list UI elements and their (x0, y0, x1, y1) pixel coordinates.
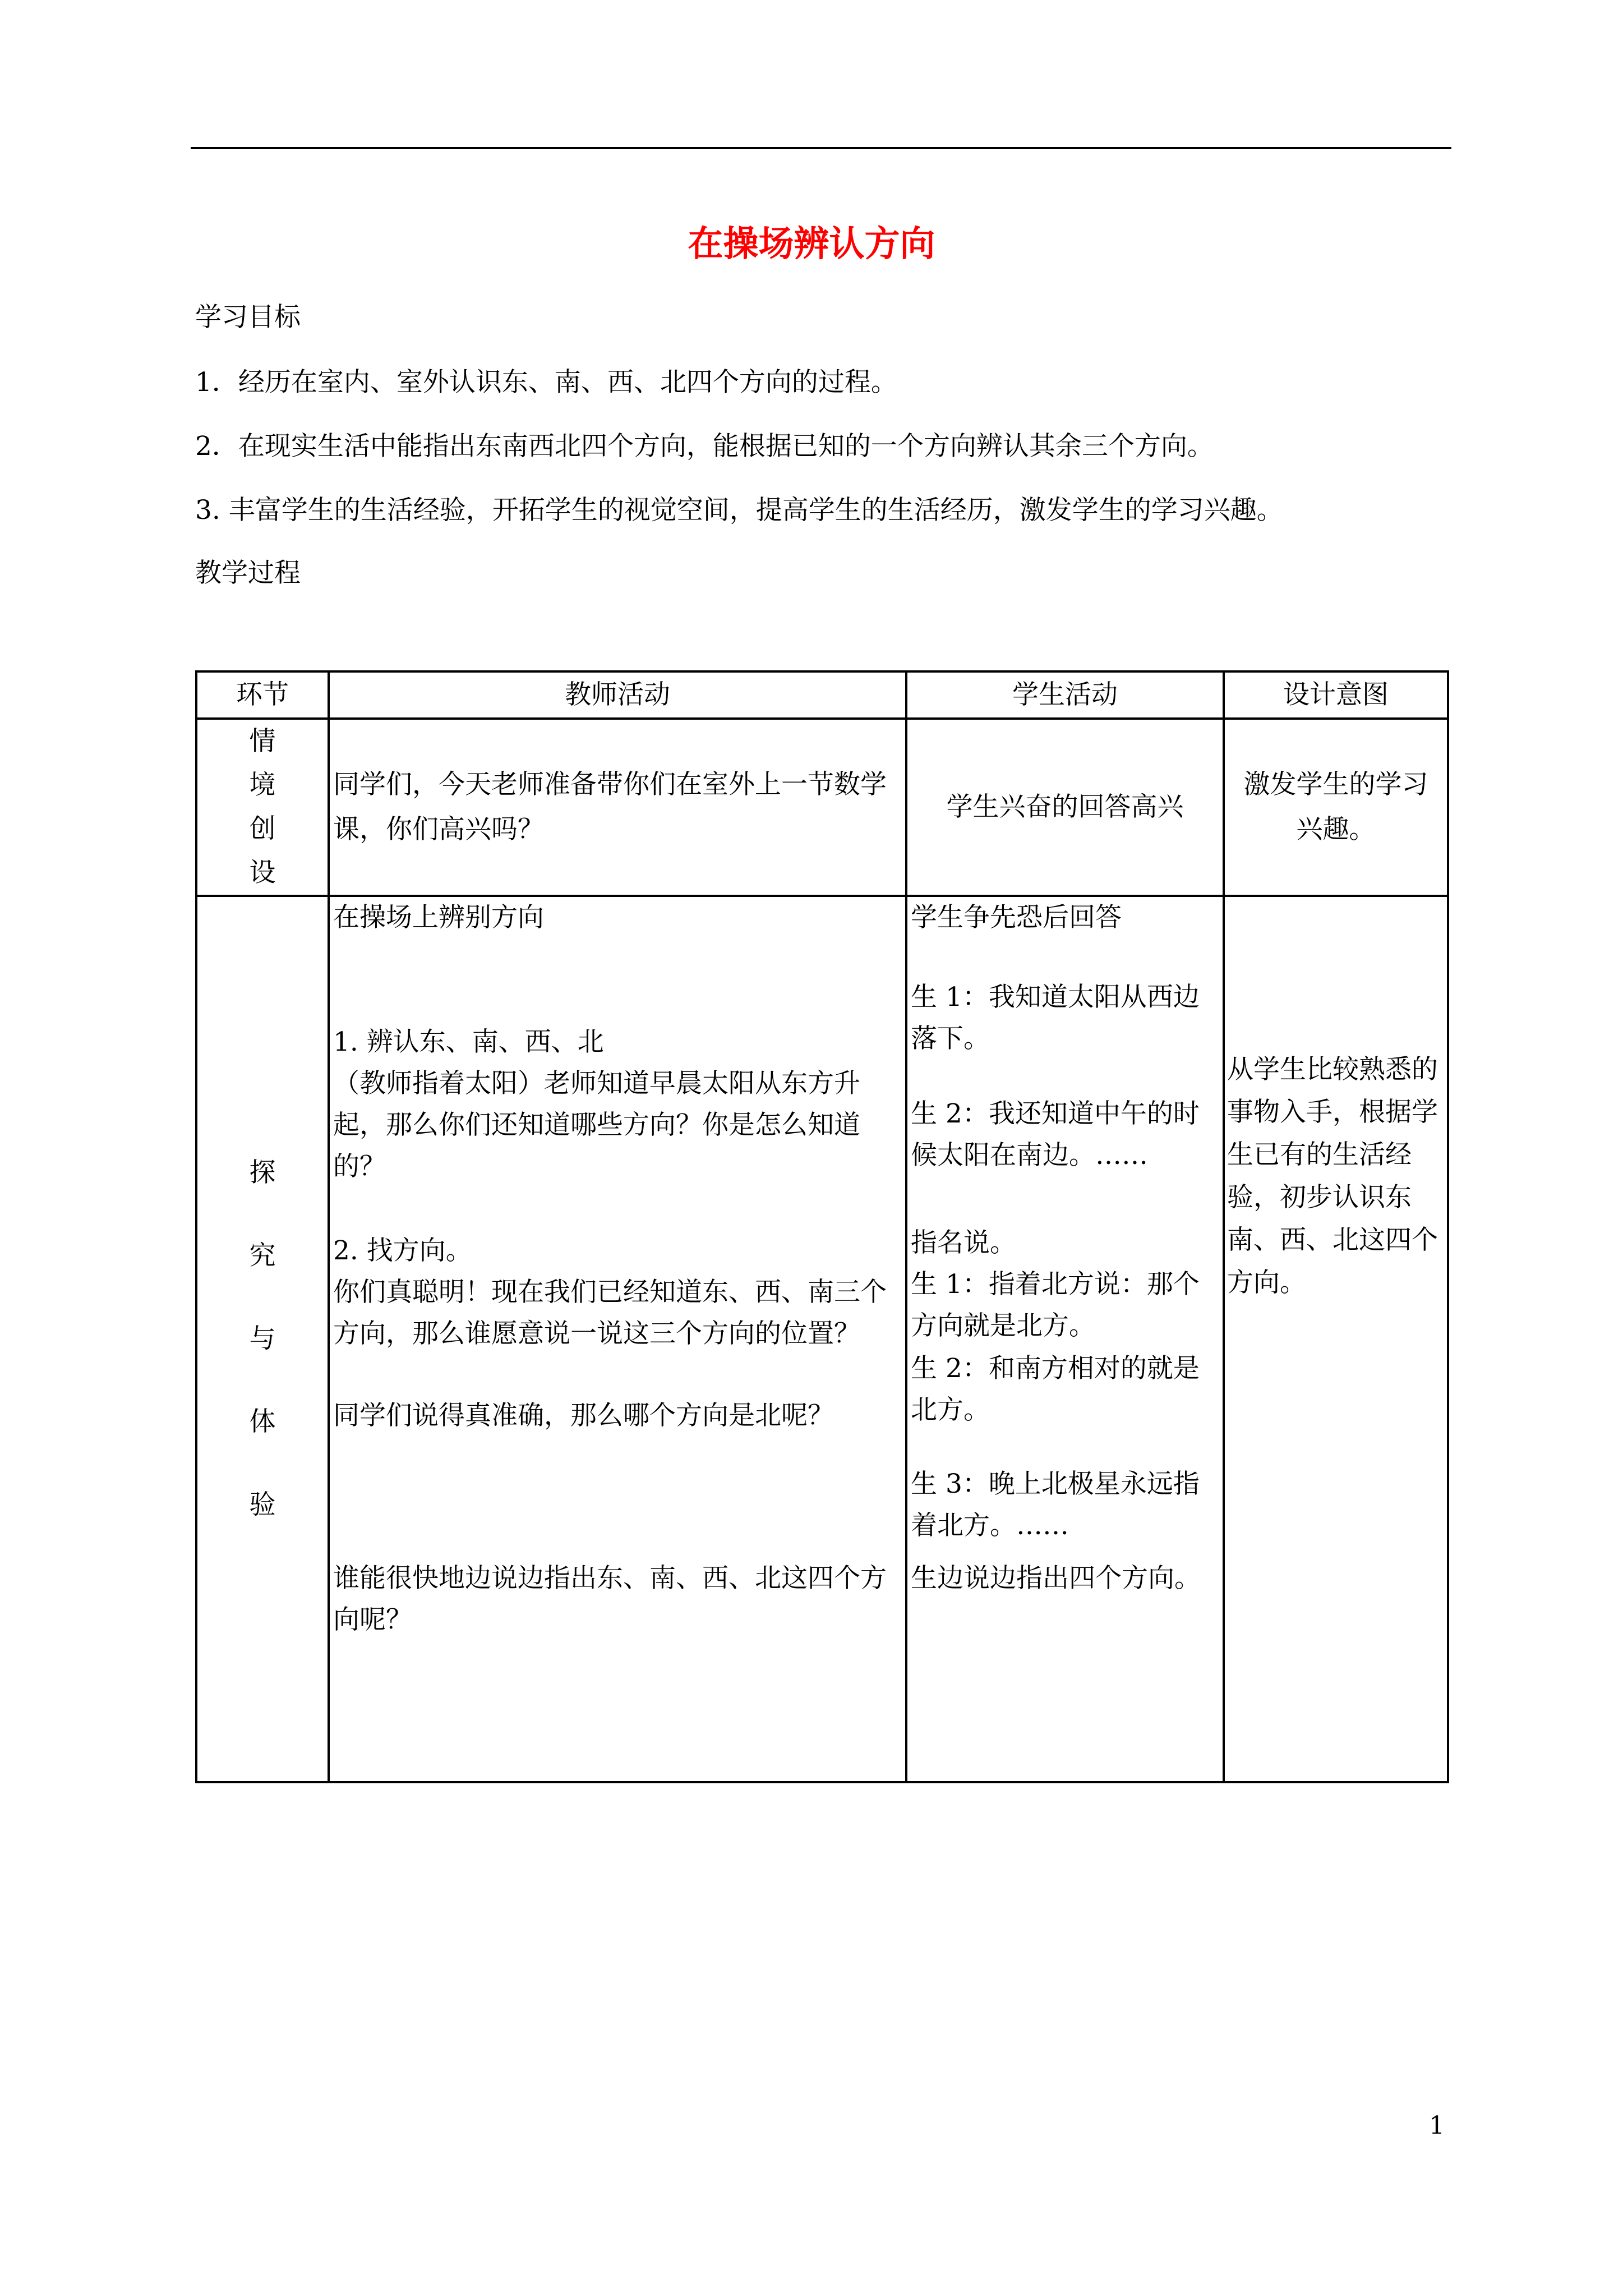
section-heading-goals: 学习目标 (195, 302, 301, 333)
page-number: 1 (1429, 2111, 1445, 2140)
header-rule (191, 147, 1451, 149)
student-activity-cell: 学生兴奋的回答高兴 (906, 719, 1224, 896)
lesson-table (195, 670, 1449, 1783)
header-design: 设计意图 (1224, 671, 1448, 719)
header-student: 学生活动 (906, 671, 1224, 719)
table-row (196, 896, 1448, 1782)
student-line: 生边说边指出四个方向。 (911, 1563, 1201, 1594)
table-row (196, 719, 1448, 896)
teacher-line: 你们真聪明！现在我们已经知道东、西、南三个方向，那么谁愿意说一说这三个方向的位置？ (333, 1277, 887, 1349)
teacher-line: 1. 辨认东、南、西、北 (333, 1027, 604, 1057)
design-intent-cell: 激发学生的学习兴趣。 (1224, 719, 1448, 896)
student-line: 指名说。 (911, 1227, 1016, 1258)
goal-item: 3. 丰富学生的生活经验，开拓学生的视觉空间，提高学生的生活经历，激发学生的学习兴趣。 (195, 495, 1283, 526)
teacher-line: 同学们说得真准确，那么哪个方向是北呢？ (333, 1400, 834, 1431)
teacher-line: 谁能很快地边说边指出东、南、西、北这四个方向呢？ (333, 1563, 887, 1635)
stage-char: 情 (249, 726, 276, 757)
stage-char: 设 (249, 857, 276, 888)
stage-cell (196, 896, 329, 1782)
teacher-line: 2. 找方向。 (333, 1235, 472, 1266)
stage-cell (196, 719, 329, 896)
section-heading-process: 教学过程 (195, 558, 301, 588)
stage-char: 与 (249, 1323, 276, 1354)
teacher-activity-cell (329, 896, 906, 1782)
student-line: 生 2：和南方相对的就是北方。 (911, 1353, 1200, 1425)
document-title: 在操场辨认方向 (688, 223, 935, 264)
design-text: 从学生比较熟悉的事物入手，根据学生已有的生活经验，初步认识东南、西、北这四个方向。 (1227, 1054, 1438, 1298)
stage-char: 验 (249, 1489, 276, 1520)
student-line: 生 2：我还知道中午的时候太阳在南边。…… (911, 1098, 1200, 1171)
stage-char: 探 (249, 1157, 276, 1188)
goal-item: 1．经历在室内、室外认识东、南、西、北四个方向的过程。 (195, 367, 897, 398)
stage-char: 体 (249, 1406, 276, 1437)
header-stage: 环节 (196, 671, 329, 719)
student-activity-cell (906, 896, 1224, 1782)
teacher-line: （教师指着太阳）老师知道早晨太阳从东方升起，那么你们还知道哪些方向？你是怎么知道的？ (333, 1068, 860, 1182)
student-line: 学生争先恐后回答 (911, 902, 1122, 933)
table-header-row (196, 671, 1448, 719)
goal-item: 2．在现实生活中能指出东南西北四个方向，能根据已知的一个方向辨认其余三个方向。 (195, 431, 1214, 462)
teacher-activity-cell: 同学们，今天老师准备带你们在室外上一节数学课，你们高兴吗？ (329, 719, 906, 896)
stage-char: 境 (249, 770, 276, 800)
student-line: 生 1：指着北方说：那个方向就是北方。 (911, 1269, 1200, 1341)
student-line: 生 1：我知道太阳从西边落下。 (911, 982, 1200, 1054)
teacher-line: 在操场上辨别方向 (333, 902, 544, 933)
stage-char: 创 (249, 813, 276, 844)
student-line: 生 3：晚上北极星永远指着北方。…… (911, 1469, 1200, 1541)
header-teacher: 教师活动 (329, 671, 906, 719)
stage-char: 究 (249, 1240, 276, 1271)
design-intent-cell (1224, 896, 1448, 1782)
